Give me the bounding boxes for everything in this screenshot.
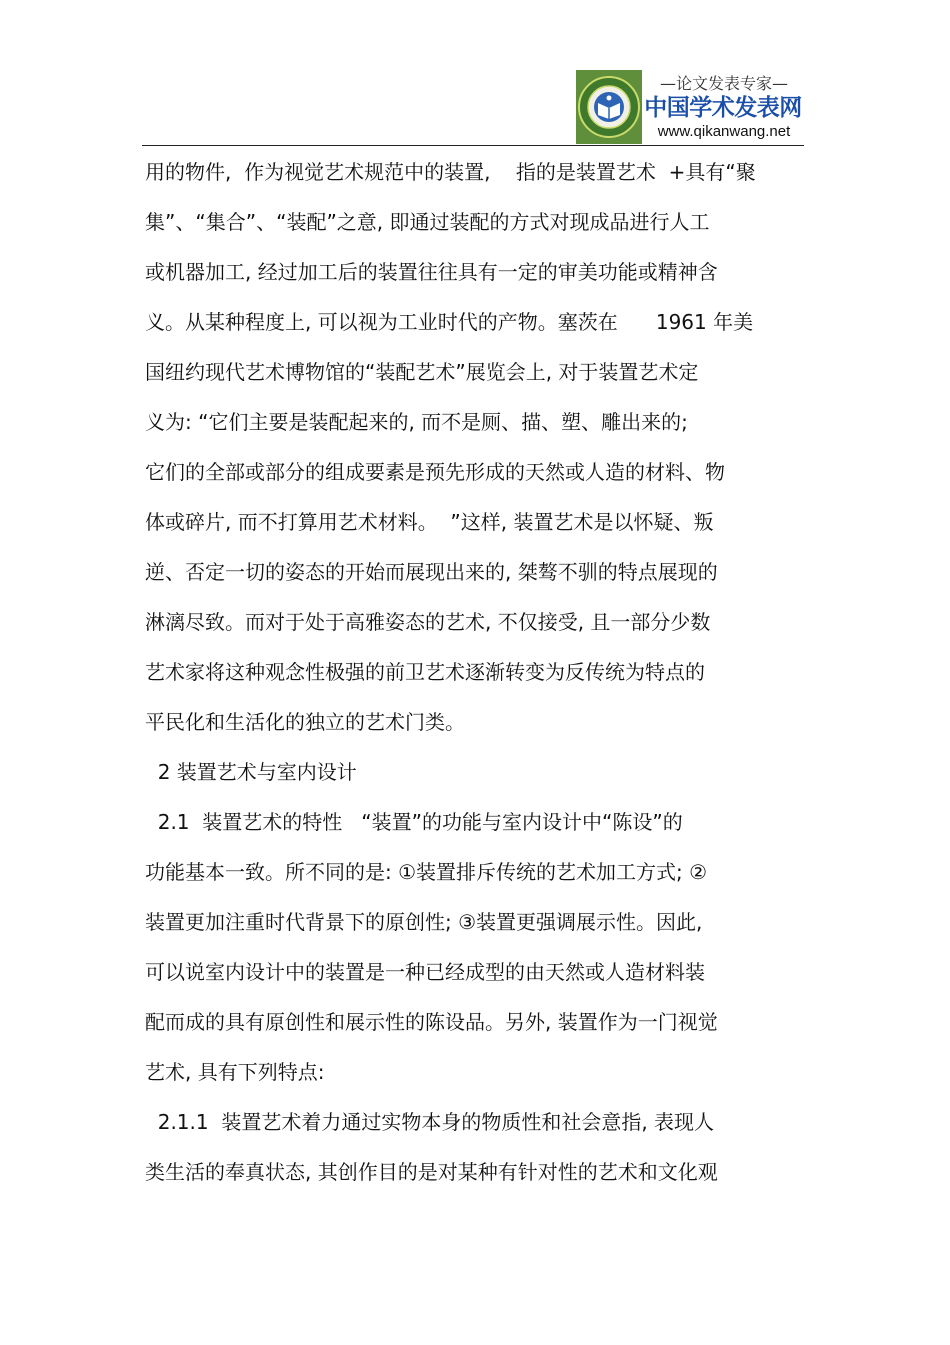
seal-emblem-icon — [576, 70, 642, 144]
text-line: 逆、否定一切的姿态的开始而展现出来的, 桀骜不驯的特点展现的 — [145, 560, 718, 584]
logo-name: 中国学术发表网 — [644, 95, 802, 121]
text-line: 平民化和生活化的独立的艺术门类。 — [145, 710, 465, 734]
text-line: 装置更加注重时代背景下的原创性; ③装置更强调展示性。因此, — [145, 910, 703, 934]
text-line: 可以说室内设计中的装置是一种已经成型的由天然或人造材料装 — [145, 960, 705, 984]
text-line: 功能基本一致。所不同的是: ①装置排斥传统的艺术加工方式; ② — [145, 860, 708, 884]
text-line: 艺术家将这种观念性极强的前卫艺术逐渐转变为反传统为特点的 — [145, 660, 705, 684]
header-logo — [576, 70, 804, 144]
text-line: 它们的全部或部分的组成要素是预先形成的天然或人造的材料、物 — [145, 460, 725, 484]
section-heading: 2 装置艺术与室内设计 — [145, 760, 357, 784]
text-line: 配而成的具有原创性和展示性的陈设品。另外, 装置作为一门视觉 — [145, 1010, 718, 1034]
text-line: 体或碎片, 而不打算用艺术材料。 ”这样, 装置艺术是以怀疑、叛 — [145, 510, 714, 534]
text-line: 或机器加工, 经过加工后的装置往往具有一定的审美功能或精神含 — [145, 260, 718, 284]
text-line: 艺术, 具有下列特点: — [145, 1060, 325, 1084]
subsection-line: 2.1 装置艺术的特性 “装置”的功能与室内设计中“陈设”的 — [145, 810, 683, 834]
text-line: 用的物件, 作为视觉艺术规范中的装置, 指的是装置艺术 +具有“聚 — [145, 160, 756, 184]
header-rule — [142, 145, 804, 146]
text-line: 义为: “它们主要是装配起来的, 而不是厕、描、塑、雕出来的; — [145, 410, 688, 434]
subsection-line: 2.1.1 装置艺术着力通过实物本身的物质性和社会意指, 表现人 — [145, 1110, 715, 1134]
text-line: 类生活的奉真状态, 其创作目的是对某种有针对性的艺术和文化观 — [145, 1160, 718, 1184]
logo-url: www.qikanwang.net — [657, 123, 791, 140]
text-line: 淋漓尽致。而对于处于高雅姿态的艺术, 不仅接受, 且一部分少数 — [145, 610, 711, 634]
text-line: 国纽约现代艺术博物馆的“装配艺术”展览会上, 对于装置艺术定 — [145, 360, 699, 384]
logo-slogan: —论文发表专家— — [659, 74, 788, 93]
text-line: 集”、“集合”、“装配”之意, 即通过装配的方式对现成品进行人工 — [145, 210, 710, 234]
text-line: 义。从某种程度上, 可以视为工业时代的产物。塞茨在 1961 年美 — [145, 310, 754, 334]
